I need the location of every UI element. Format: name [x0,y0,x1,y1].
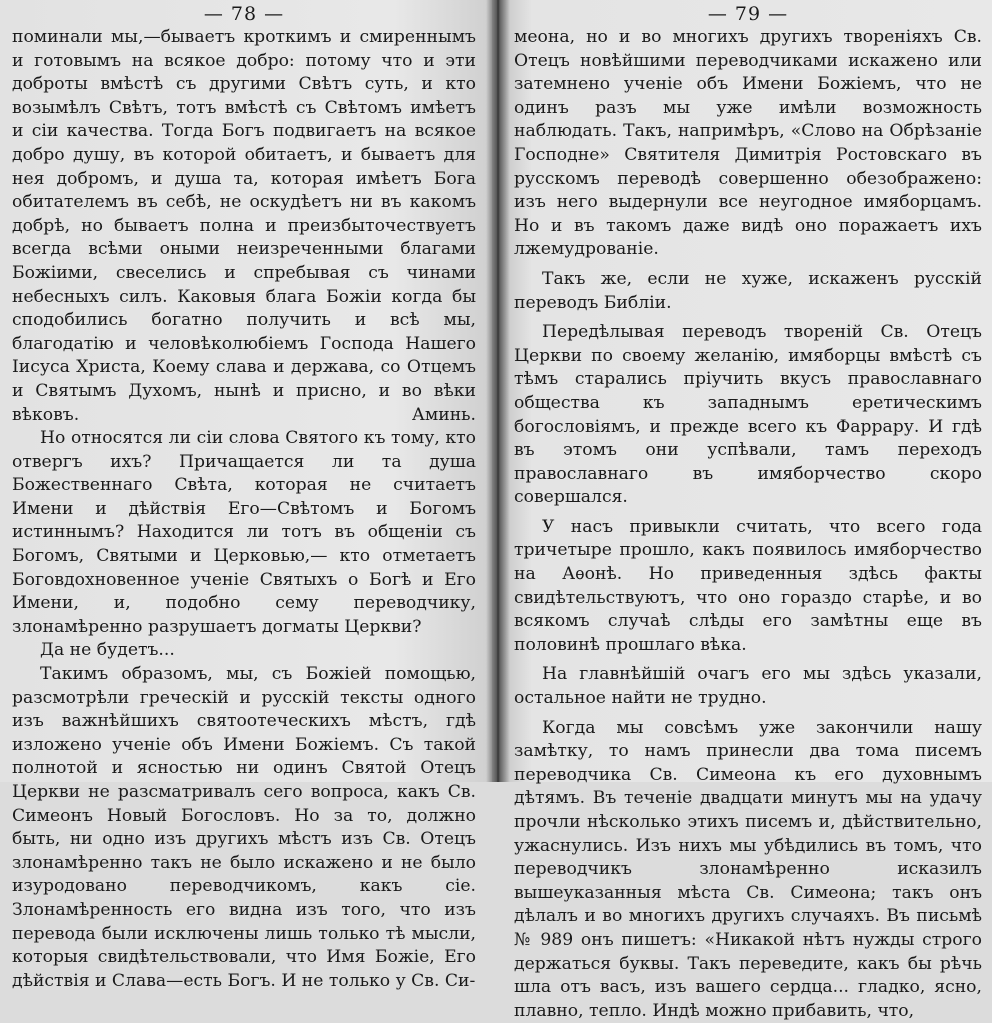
paragraph: Когда мы совсѣмъ уже закончили нашу замѣтку, то намъ принесли два тома писемъ переводчика Св. Симеона къ его духовнымъ дѣтямъ. Въ теченіе двадцати минутъ мы на удачу прочли нѣсколько этихъ писемъ и, дѣйствительно, ужаснулись. Изъ нихъ мы убѣдились въ томъ, что переводчикъ злонамѣренно исказилъ вышеуказанныя мѣста Св. Симеона; такъ онъ дѣлалъ и во многихъ другихъ случаяхъ. Въ письмѣ № 989 онъ пишетъ: «Никакой нѣтъ нужды строго держаться буквы. Такъ переведите, какъ бы рѣчь шла отъ васъ, изъ вашего сердца... гладко, ясно, плавно, тепло. Индѣ можно прибавить, что, [514,717,982,1021]
page-number: — 78 — [203,3,285,25]
paragraph: меона, но и во многихъ другихъ твореніяхъ Св. Отецъ новѣйшими переводчиками искажено или затемнено ученіе объ Имени Божіемъ, что не одинъ разъ мы уже имѣли возможность наблюдать. Такъ, напримѣръ, «Слово на Обрѣзаніе Господне» Святителя Димитрія Ростовскаго въ русскомъ переводѣ совершенно обезображено: изъ него выдернули все неугодное имяборцамъ. Но и въ такомъ даже видѣ оно поражаетъ ихъ лжемудрованіе. [514,27,982,260]
paragraph: Такимъ образомъ, мы, съ Божіей помощью, разсмотрѣли греческій и русскій тексты одного изъ важнѣйшихъ святоотеческихъ мѣстъ, гдѣ изложено ученіе объ Имени Божіемъ. Съ такой полнотой и ясностью ни одинъ Святой Отецъ Церкви не разсматривалъ сего вопроса, какъ Св. Симеонъ Новый Богословъ. Но за то, должно быть, ни одно изъ другихъ мѣстъ изъ Св. Отецъ злонамѣренно такъ не было искажено и не было изуродовано переводчикомъ, какъ сіе. Злонамѣренность его видна изъ того, что изъ перевода были исключены лишь только тѣ мысли, которыя свидѣтельствовали, что Имя Божіе, Его дѣйствія и Слава—есть Богъ. И не только у Св. Си- [12,664,476,991]
page-number: — 79 — [707,3,789,25]
page-body [514,26,982,1023]
paragraph: Да не будетъ... [40,640,175,661]
right-page [492,0,992,1021]
page-body [12,26,476,993]
paragraph: У насъ привыкли считать, что всего года тричетыре прошло, какъ появилось имяборчество на Аѳонѣ. Но приведенныя здѣсь факты свидѣтельствуютъ, что оно гораздо старѣе, и во всякомъ случаѣ слѣды его замѣтны еще въ половинѣ прошлаго вѣка. [514,516,982,655]
paragraph: Передѣлывая переводъ твореній Св. Отецъ Церкви по своему желанію, имяборцы вмѣстѣ съ тѣмъ старались пріучить вкусъ православнаго общества къ западнымъ еретическимъ богословіямъ, и прежде всего къ Фаррару. И гдѣ въ этомъ они успѣвали, тамъ переходъ православнаго въ имяборчество скоро совершался. [514,322,982,508]
paragraph: На главнѣйшій очагъ его мы здѣсь указали, остальное найти не трудно. [514,664,982,709]
paragraph: Такъ же, если не хуже, искаженъ русскій переводъ Библіи. [514,268,982,313]
paragraph: поминали мы,—бываетъ кроткимъ и смиреннымъ и готовымъ на всякое добро: потому что и эти доброты вмѣстѣ съ другими Свѣтъ суть, и кто возымѣлъ Свѣтъ, тотъ вмѣстѣ съ Свѣтомъ имѣетъ и сіи качества. Тогда Богъ подвигаетъ на всякое добро душу, въ которой обитаетъ, и бываетъ для нея добромъ, и душа та, которая имѣетъ Бога обитателемъ въ себѣ, не оскудѣетъ ни въ какомъ добрѣ, но бываетъ полна и преизбыточествуетъ всегда всѣми оными неизреченными благами Божіими, свеселись и спребывая съ чинами небесныхъ силъ. Каковыя блага Божіи когда бы сподобились богатно получить и всѣ мы, благодатію и человѣколюбіемъ Господа Нашего Іисуса Христа, Коему слава и держава, со Отцемъ и Святымъ Духомъ, нынѣ и присно, и во вѣки вѣковъ. Аминь. [12,27,476,425]
paragraph: Но относятся ли сіи слова Святого къ тому, кто отвергъ ихъ? Причащается ли та душа Божественнаго Свѣта, которая не считаетъ Имени и дѣйствія Его—Свѣтомъ и Богомъ истиннымъ? Находится ли тотъ въ общеніи съ Богомъ, Святыми и Церковью,— кто отметаетъ Боговдохновенное ученіе Святыхъ о Богѣ и Его Имени, и, подобно сему переводчику, злонамѣренно разрушаетъ догматы Церкви? [12,428,476,637]
left-page [0,0,492,991]
